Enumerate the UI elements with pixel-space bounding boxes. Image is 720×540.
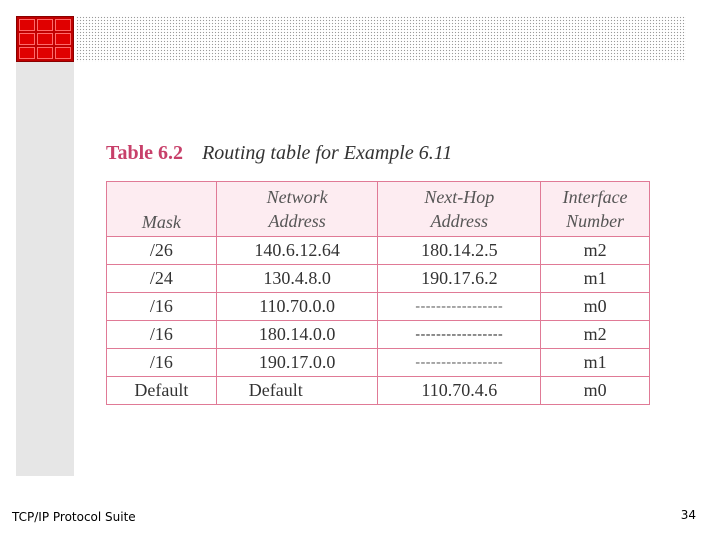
table-caption: Routing table for Example 6.11 xyxy=(202,142,453,164)
table-row xyxy=(107,349,650,377)
cell-interface: m0 xyxy=(541,377,650,405)
cell-next-hop: 190.17.6.2 xyxy=(378,265,541,293)
table-row xyxy=(107,237,650,265)
cell-mask: /16 xyxy=(107,349,217,377)
table-header-row xyxy=(107,182,650,237)
cell-mask: Default xyxy=(107,377,217,405)
cell-mask: /24 xyxy=(107,265,217,293)
header-interface-number: Interface Number xyxy=(541,182,650,237)
cell-mask: /16 xyxy=(107,293,217,321)
cell-network: 180.14.0.0 xyxy=(216,321,378,349)
cell-network: 190.17.0.0 xyxy=(216,349,378,377)
cell-next-hop: ----------------- xyxy=(378,321,541,349)
table-row xyxy=(107,293,650,321)
logo-cell xyxy=(19,33,35,45)
table-label: Table 6.2 xyxy=(106,142,184,164)
logo-cell xyxy=(55,33,71,45)
left-sidebar-band xyxy=(16,62,74,476)
table-row xyxy=(107,265,650,293)
cell-next-hop: 180.14.2.5 xyxy=(378,237,541,265)
logo-cell xyxy=(37,47,53,59)
footer-title: TCP/IP Protocol Suite xyxy=(12,510,136,524)
cell-interface: m1 xyxy=(541,349,650,377)
header-network-address: Network Address xyxy=(216,182,378,237)
cell-network: 140.6.12.64 xyxy=(216,237,378,265)
cell-next-hop: ----------------- xyxy=(378,293,541,321)
cell-next-hop: ----------------- xyxy=(378,349,541,377)
red-grid-logo-icon xyxy=(16,16,74,62)
cell-interface: m0 xyxy=(541,293,650,321)
routing-table xyxy=(106,181,650,405)
cell-network: 110.70.0.0 xyxy=(216,293,378,321)
cell-network: 130.4.8.0 xyxy=(216,265,378,293)
table-title xyxy=(106,142,452,165)
cell-next-hop: 110.70.4.6 xyxy=(378,377,541,405)
header-next-hop-address: Next-Hop Address xyxy=(378,182,541,237)
header-mask: Mask xyxy=(107,182,217,237)
cell-mask: /16 xyxy=(107,321,217,349)
dotted-header-band xyxy=(76,16,686,62)
cell-network: Default xyxy=(216,377,378,405)
table-row xyxy=(107,377,650,405)
cell-mask: /26 xyxy=(107,237,217,265)
logo-cell xyxy=(55,47,71,59)
logo-cell xyxy=(37,19,53,31)
logo-cell xyxy=(19,47,35,59)
logo-cell xyxy=(37,33,53,45)
cell-interface: m1 xyxy=(541,265,650,293)
page-number: 34 xyxy=(680,508,696,522)
logo-cell xyxy=(55,19,71,31)
cell-interface: m2 xyxy=(541,321,650,349)
cell-interface: m2 xyxy=(541,237,650,265)
logo-cell xyxy=(19,19,35,31)
table-row xyxy=(107,321,650,349)
